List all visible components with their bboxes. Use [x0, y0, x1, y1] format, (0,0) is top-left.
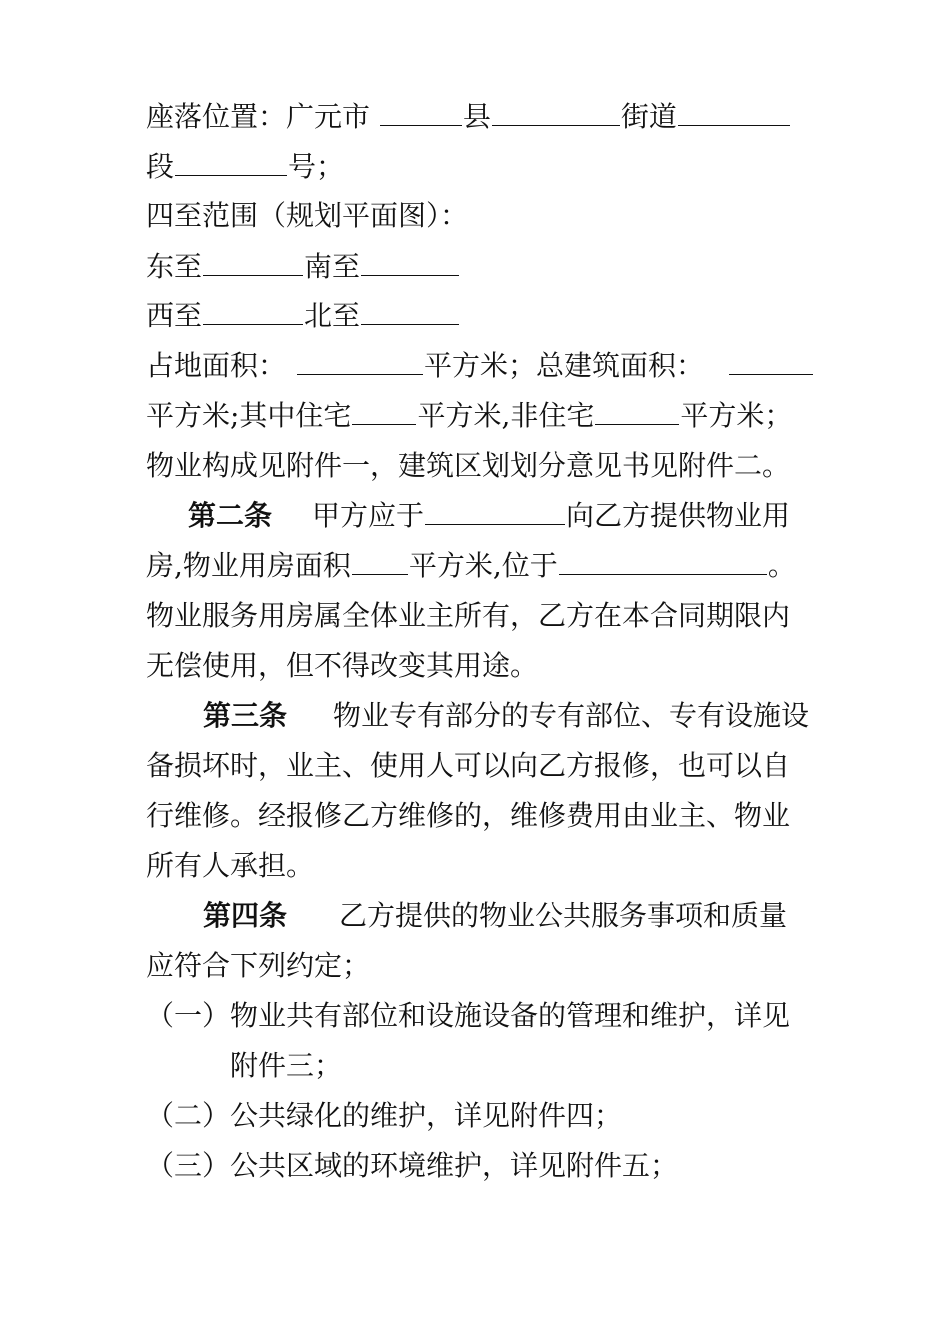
- section-blank: [175, 149, 287, 176]
- east-blank: [203, 249, 303, 276]
- article-3-heading: 第三条: [203, 699, 288, 732]
- residential-blank: [352, 398, 416, 425]
- boundary-heading: 四至范围（规划平面图）：: [146, 199, 469, 232]
- street-blank: [492, 99, 620, 126]
- non-residential-blank: [595, 398, 679, 425]
- list-item-1: （一）物业共有部位和设施设备的管理和维护，详见: [146, 999, 791, 1032]
- property-composition-line: 物业构成见附件一，建筑区划划分意见书见附件二。: [146, 449, 791, 482]
- land-area-blank: [297, 348, 423, 375]
- article-3-line: 第三条 物业专有部分的专有部位、专有设施设: [203, 699, 810, 732]
- article-4-line: 第四条 乙方提供的物业公共服务事项和质量: [203, 899, 788, 932]
- repair-line-2: 行维修。经报修乙方维修的，维修费用由业主、物业: [146, 799, 791, 832]
- location-label: 座落位置：广元市: [146, 100, 379, 133]
- east-south-line: 东至 南至: [146, 247, 460, 287]
- west-blank: [203, 298, 303, 325]
- south-blank: [361, 249, 459, 276]
- provide-date-blank: [425, 498, 565, 525]
- land-area-line: 占地面积： 平方米；总建筑面积：: [146, 346, 814, 386]
- section-line: 段 号；: [146, 150, 345, 183]
- article-2-line: 第二条 甲方应于 向乙方提供物业用: [188, 499, 791, 532]
- room-location-blank: [559, 548, 767, 575]
- list-item-2: （二）公共绿化的维护，详见附件四；: [146, 1099, 623, 1132]
- building-area-blank: [729, 348, 813, 375]
- repair-line-3: 所有人承担。: [146, 849, 315, 882]
- list-item-1-cont: 附件三；: [230, 1049, 343, 1082]
- location-line: 座落位置：广元市 县 街道: [146, 97, 791, 137]
- agreement-line: 应符合下列约定；: [146, 949, 371, 982]
- room-area-blank: [352, 548, 408, 575]
- road-blank: [678, 99, 790, 126]
- article-4-heading: 第四条: [203, 899, 288, 932]
- service-room-line: 房,物业用房面积 平方米,位于 。: [146, 549, 796, 582]
- list-item-3: （三）公共区域的环境维护，详见附件五；: [146, 1149, 679, 1182]
- north-blank: [361, 298, 459, 325]
- free-use-line: 无偿使用，但不得改变其用途。: [146, 649, 539, 682]
- ownership-line: 物业服务用房属全体业主所有，乙方在本合同期限内: [146, 599, 791, 632]
- article-2-heading: 第二条: [188, 499, 273, 532]
- residential-line: 平方米;其中住宅 平方米,非住宅 平方米；: [146, 399, 793, 432]
- county-blank: [380, 99, 462, 126]
- west-north-line: 西至 北至: [146, 296, 460, 336]
- repair-line-1: 备损坏时，业主、使用人可以向乙方报修，也可以自: [146, 749, 791, 782]
